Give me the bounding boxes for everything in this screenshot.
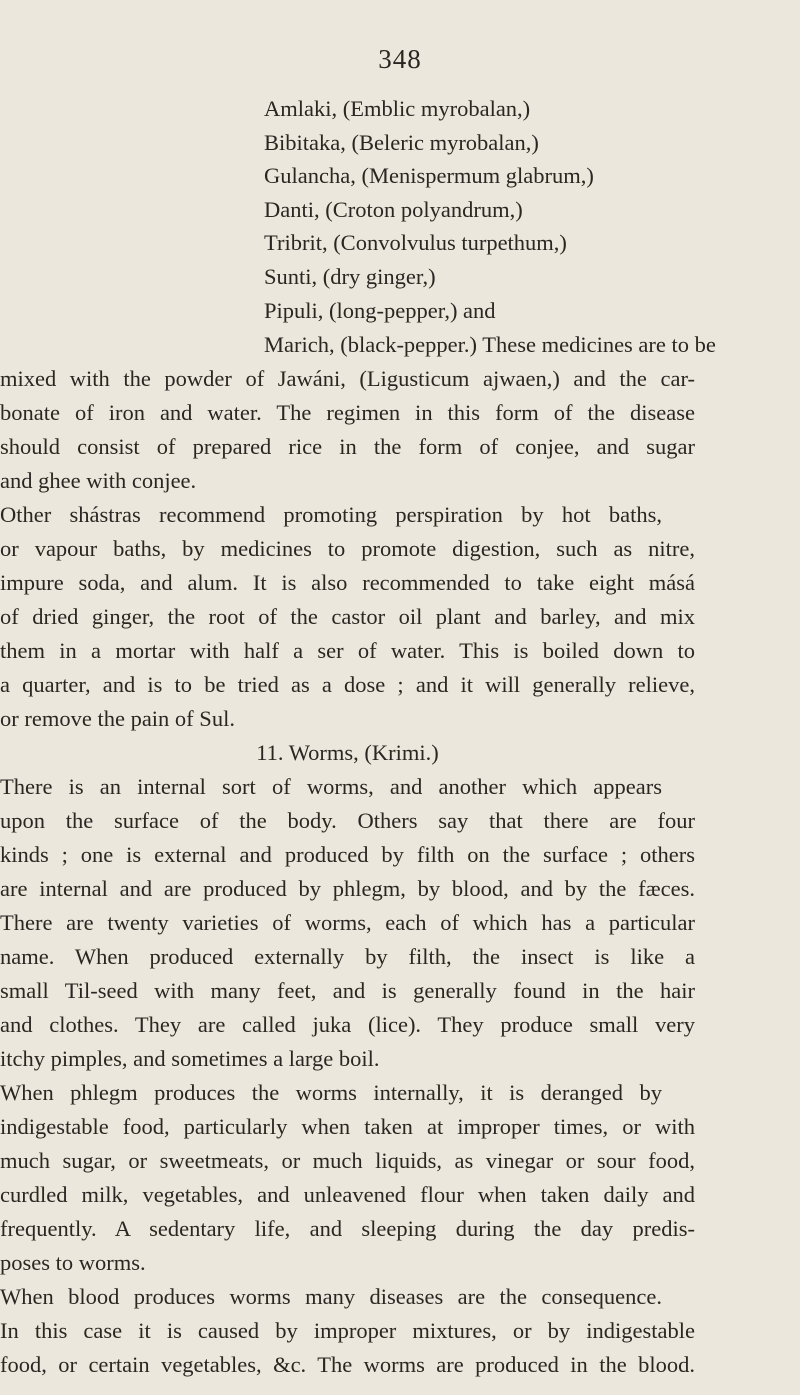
text-line: are internal and are produced by phlegm, by blood, and by the fæces. <box>0 876 695 901</box>
text-line: name. When produced externally by filth, the insect is like a <box>0 944 695 969</box>
text-line: Other shástras recommend promoting perspiration by hot baths, <box>0 502 662 527</box>
text-line: them in a mortar with half a ser of water. This is boiled down to <box>0 638 695 663</box>
list-item: Pipuli, (long-pepper,) and <box>264 298 496 323</box>
text-line: should consist of prepared rice in the form of conjee, and sugar <box>0 434 695 459</box>
text-line: and clothes. They are called juka (lice). They produce small very <box>0 1012 695 1037</box>
text-line: indigestable food, particularly when taken at improper times, or with <box>0 1114 695 1139</box>
text-line: kinds ; one is external and produced by filth on the surface ; others <box>0 842 695 867</box>
page-number: 348 <box>378 44 422 74</box>
text-line: or remove the pain of Sul. <box>0 706 235 731</box>
text-line: food, or certain vegetables, &c. The worms are produced in the blood. <box>0 1352 695 1377</box>
text-line: and ghee with conjee. <box>0 468 197 493</box>
list-item: Bibitaka, (Beleric myrobalan,) <box>264 130 539 155</box>
text-line: itchy pimples, and sometimes a large boil. <box>0 1046 380 1071</box>
text-line: impure soda, and alum. It is also recommended to take eight másá <box>0 570 695 595</box>
text-line: or vapour baths, by medicines to promote digestion, such as nitre, <box>0 536 695 561</box>
text-line: upon the surface of the body. Others say that there are four <box>0 808 695 833</box>
text-line: a quarter, and is to be tried as a dose ; and it will generally relieve, <box>0 672 695 697</box>
text-line: curdled milk, vegetables, and unleavened flour when taken daily and <box>0 1182 695 1207</box>
text-line: When blood produces worms many diseases are the consequence. <box>0 1284 662 1309</box>
list-item: Sunti, (dry ginger,) <box>264 264 436 289</box>
text-line: frequently. A sedentary life, and sleeping during the day predis- <box>0 1216 695 1241</box>
text-line: When phlegm produces the worms internally, it is deranged by <box>0 1080 662 1105</box>
text-line: bonate of iron and water. The regimen in this form of the disease <box>0 400 695 425</box>
list-item: Gulancha, (Menispermum glabrum,) <box>264 163 594 188</box>
list-item: Marich, (black-pepper.) These medicines are to be <box>264 332 716 357</box>
text-line: There are twenty varieties of worms, each of which has a particular <box>0 910 695 935</box>
text-line: There is an internal sort of worms, and another which appears <box>0 774 662 799</box>
text-line: poses to worms. <box>0 1250 146 1275</box>
text-line: small Til-seed with many feet, and is generally found in the hair <box>0 978 695 1003</box>
text-line: much sugar, or sweetmeats, or much liquids, as vinegar or sour food, <box>0 1148 695 1173</box>
list-item: Amlaki, (Emblic myrobalan,) <box>264 96 531 121</box>
section-heading: 11. Worms, (Krimi.) <box>256 740 439 765</box>
text-line: of dried ginger, the root of the castor oil plant and barley, and mix <box>0 604 695 629</box>
text-line: mixed with the powder of Jawáni, (Ligusticum ajwaen,) and the car- <box>0 366 695 391</box>
list-item: Danti, (Croton polyandrum,) <box>264 197 523 222</box>
list-item: Tribrit, (Convolvulus turpethum,) <box>264 230 567 255</box>
text-line: In this case it is caused by improper mixtures, or by indigestable <box>0 1318 695 1343</box>
